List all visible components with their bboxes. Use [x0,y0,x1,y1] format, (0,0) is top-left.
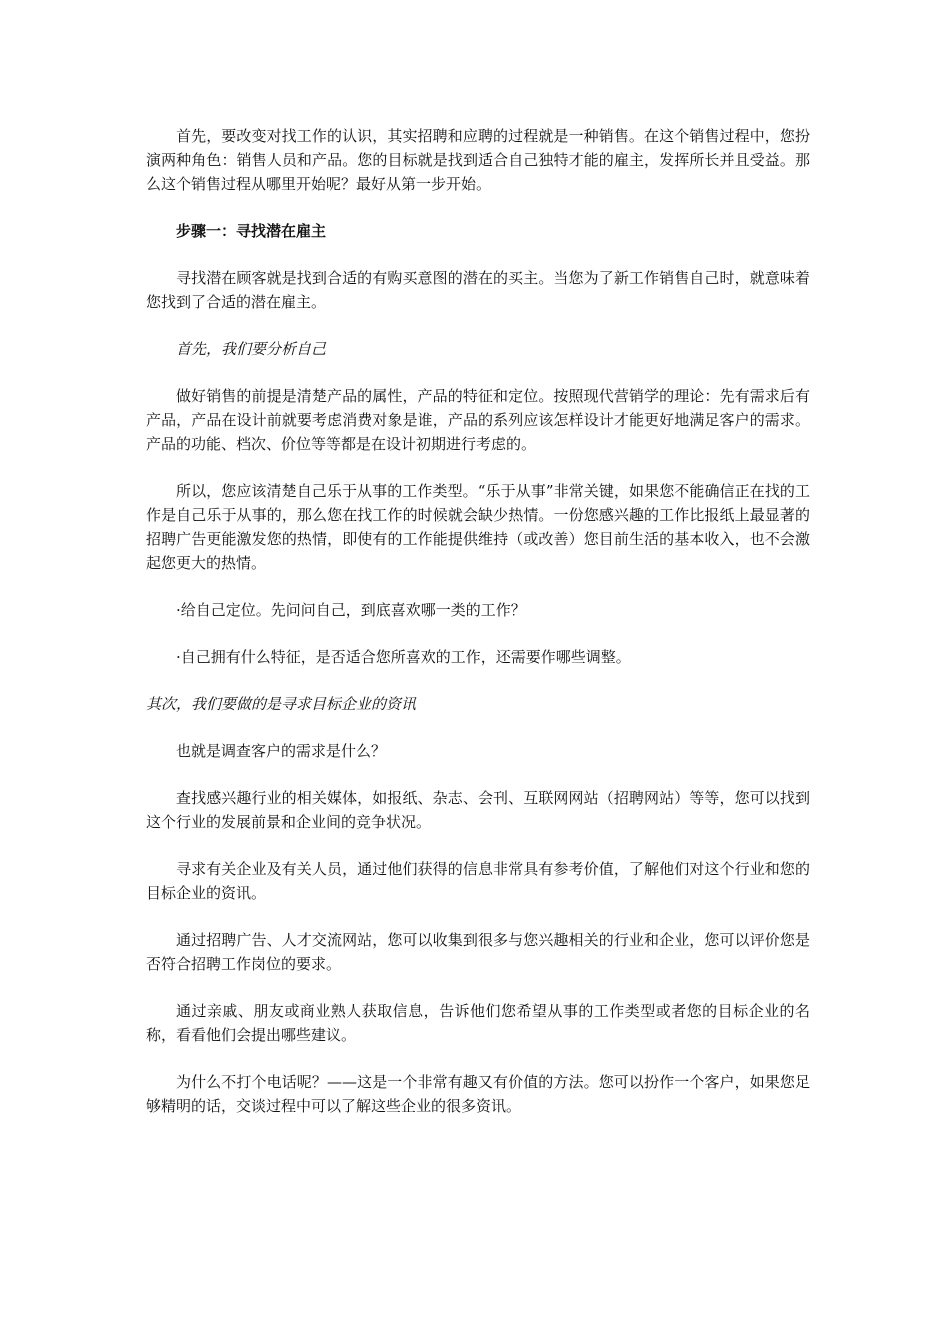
phone-paragraph: 为什么不打个电话呢？——这是一个非常有趣又有价值的方法。您可以扮作一个客户，如果您足够精明的话，交谈过程中可以了解这些企业的很多资讯。 [146,1073,810,1115]
ads-paragraph: 通过招聘广告、人才交流网站，您可以收集到很多与您兴趣相关的行业和企业，您可以评价您是否符合招聘工作岗位的要求。 [146,931,810,973]
contacts-paragraph: 寻求有关企业及有关人员，通过他们获得的信息非常具有参考价值，了解他们对这个行业和您的目标企业的资讯。 [146,860,810,902]
intro-paragraph: 首先，要改变对找工作的认识，其实招聘和应聘的过程就是一种销售。在这个销售过程中，您扮演两种角色：销售人员和产品。您的目标就是找到适合自己独特才能的雇主，发挥所长并且受益。那么这个销售过程从哪里开始呢？最好从第一步开始。 [146,127,810,193]
bullet-item: ·给自己定位。先问问自己，到底喜欢哪一类的工作？ [176,601,526,619]
network-paragraph: 通过亲戚、朋友或商业熟人获取信息，告诉他们您希望从事的工作类型或者您的目标企业的名称，看看他们会提出哪些建议。 [146,1002,810,1044]
media-paragraph: 查找感兴趣行业的相关媒体，如报纸、杂志、会刊、互联网网站（招聘网站）等等，您可以找到这个行业的发展前景和企业间的竞争状况。 [146,789,810,831]
analyze-self-subheading: 首先，我们要分析自己 [176,340,327,358]
target-info-subheading: 其次，我们要做的是寻求目标企业的资讯 [146,695,417,713]
customer-needs-paragraph: 也就是调查客户的需求是什么？ [176,742,387,760]
bullet-item: ·自己拥有什么特征，是否适合您所喜欢的工作，还需要作哪些调整。 [176,648,631,666]
step-one-heading: 步骤一：寻找潜在雇主 [176,222,327,240]
document-body [146,124,810,1118]
job-type-paragraph: 所以，您应该清楚自己乐于从事的工作类型。“乐于从事”非常关键，如果您不能确信正在找的工作是自己乐于从事的，那么您在找工作的时候就会缺少热情。一份您感兴趣的工作比报纸上最显著的招聘广告更能激发您的热情，即使有的工作能提供维持（或改善）您目前生活的基本收入，也不会激起您更大的热情。 [146,482,810,572]
sales-premise-paragraph: 做好销售的前提是清楚产品的属性，产品的特征和定位。按照现代营销学的理论：先有需求后有产品，产品在设计前就要考虑消费对象是谁，产品的系列应该怎样设计才能更好地满足客户的需求。产品的功能、档次、价位等等都是在设计初期进行考虑的。 [146,387,810,453]
prospect-paragraph: 寻找潜在顾客就是找到合适的有购买意图的潜在的买主。当您为了新工作销售自己时，就意味着您找到了合适的潜在雇主。 [146,269,810,311]
